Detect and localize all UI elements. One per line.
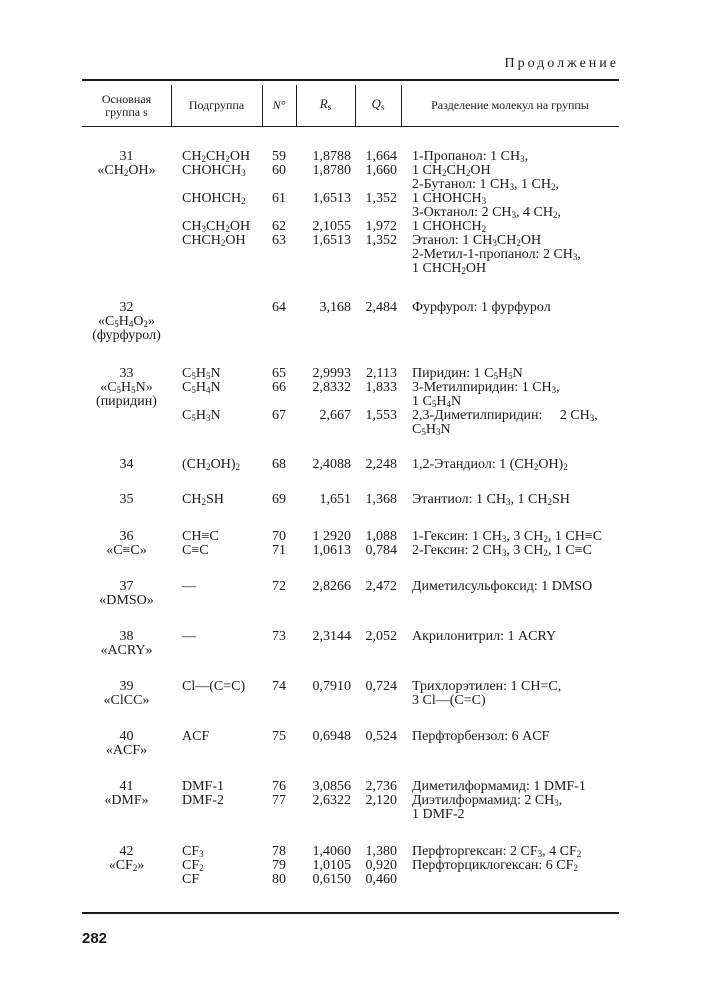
qs-cell: 2,484 <box>365 300 397 315</box>
rs-cell: 1,651 <box>319 492 351 507</box>
number-cell: 68 <box>272 457 286 472</box>
qs-cell: 0,724 <box>365 679 397 694</box>
main-group-cell: 38 «ACRY» <box>100 629 153 658</box>
number-cell: 72 <box>272 579 286 594</box>
rs-cell: 1 2920 1,0613 <box>312 529 351 558</box>
header-qs: $Q_s$ <box>371 96 385 112</box>
rs-cell: 1,8788 1,8780 1,6513 2,1055 1,6513 <box>312 149 351 248</box>
rs-cell: 0,6948 <box>312 729 351 744</box>
separation-cell: 1-Пропанол: 1 $CH_3$, 1 $CH_2CH_2OH$ 2-Бутанол: 1 $CH_3$, 1 $CH_2$, 1 $CHOHCH_3$ 3-Октанол: 2 $CH_3$, 4 $CH_2$, 1 $CHOHCH_2$ Этанол: 1 $CH_3CH_2OH$ 2-Метил-1-пропанол: 2 $CH_3$, 1 $CHCH_2OH$ <box>412 149 581 276</box>
number-cell: 69 <box>272 492 286 507</box>
rs-cell: 0,7910 <box>312 679 351 694</box>
number-cell: 76 77 <box>272 779 286 808</box>
subgroup-cell: Cl—(C=C) <box>182 679 246 694</box>
rs-cell: 2,3144 <box>312 629 351 644</box>
main-group-cell: 34 <box>119 457 134 472</box>
rs-cell: 2,8266 <box>312 579 351 594</box>
table-header <box>82 91 619 125</box>
page-number: 282 <box>82 930 108 947</box>
separation-cell: Акрилонитрил: 1 ACRY <box>412 629 557 644</box>
separation-cell: 1-Гексин: 1 $CH_3$, 3 $CH_2$, 1 CH≡C 2-Гексин: 2 $CH_3$, 3 $CH_2$, 1 C≡C <box>412 529 603 558</box>
subgroup-cell: $CF_3$ $CF_2$ CF <box>182 844 204 887</box>
qs-cell: 2,736 2,120 <box>365 779 397 808</box>
subgroup-cell: CH≡C C≡C <box>182 529 219 558</box>
subgroup-cell: DMF-1 DMF-2 <box>182 779 225 808</box>
header-subgroup: Подгруппа <box>188 98 245 112</box>
qs-cell: 1,664 1,660 1,352 1,972 1,352 <box>365 149 397 248</box>
qs-cell: 2,472 <box>365 579 397 594</box>
number-cell: 70 71 <box>272 529 286 558</box>
footer-rule <box>82 912 619 914</box>
rs-cell: 3,168 <box>319 300 351 315</box>
main-group-cell: 33 «$C_5H_5N$» (пиридин) <box>96 366 157 409</box>
number-cell: 59 60 61 62 63 <box>272 149 286 248</box>
separation-cell: Фурфурол: 1 фурфурол <box>412 300 551 315</box>
header-top-rule <box>82 79 619 81</box>
number-cell: 73 <box>272 629 286 644</box>
main-group-cell: 31 «$CH_2OH$» <box>97 149 156 178</box>
main-group-cell: 41 «DMF» <box>104 779 149 808</box>
separation-cell: 1,2-Этандиол: 1 $(CH_2OH)_2$ <box>412 457 568 472</box>
separation-cell: Диметилсульфоксид: 1 DMSO <box>412 579 593 594</box>
continuation-label: Продолжение <box>504 56 619 71</box>
qs-cell: 2,052 <box>365 629 397 644</box>
qs-cell: 2,248 <box>365 457 397 472</box>
subgroup-cell: — <box>182 629 196 644</box>
qs-cell: 0,524 <box>365 729 397 744</box>
qs-cell: 2,113 1,833 1,553 <box>365 366 397 423</box>
main-group-cell: 32 «$C_5H_4O_2$» (фурфурол) <box>92 300 161 343</box>
separation-cell: Диметилформамид: 1 DMF-1 Диэтилформамид: 2 $CH_3$, 1 DMF-2 <box>412 779 586 822</box>
rs-cell: 3,0856 2,6322 <box>312 779 351 808</box>
subgroup-cell: $CH_2SH$ <box>182 492 224 507</box>
main-group-cell: 40 «ACF» <box>105 729 148 758</box>
qs-cell: 1,380 0,920 0,460 <box>365 844 397 887</box>
separation-cell: Перфторгексан: 2 $CF_3$, 4 $CF_2$ Перфторциклогексан: 6 $CF_2$ <box>412 844 582 873</box>
rs-cell: 2,4088 <box>312 457 351 472</box>
main-group-cell: 35 <box>119 492 134 507</box>
header-separation: Разделение молекул на группы <box>431 98 589 112</box>
header-rs: $R_s$ <box>319 96 332 112</box>
number-cell: 75 <box>272 729 286 744</box>
header-bottom-rule <box>82 126 619 127</box>
main-group-cell: 37 «DMSO» <box>99 579 154 608</box>
subgroup-cell: $(CH_2OH)_2$ <box>182 457 241 472</box>
subgroup-cell: ACF <box>182 729 210 744</box>
main-group-cell: 39 «ClCC» <box>103 679 150 708</box>
main-group-cell: 42 «$CF_2$» <box>108 844 145 873</box>
separation-cell: Этантиол: 1 $CH_3$, 1 $CH_2SH$ <box>412 492 570 507</box>
qs-cell: 1,088 0,784 <box>365 529 397 558</box>
main-group-cell: 36 «C≡C» <box>106 529 147 558</box>
separation-cell: Пиридин: 1 $C_5H_5N$ 3-Метилпиридин: 1 $CH_3$, 1 $C_5H_4N$ 2,3-Диметилпиридин: 2 $CH_3$, $C_5H_3N$ <box>412 366 598 437</box>
subgroup-cell: — <box>182 579 196 594</box>
subgroup-cell: $C_5H_5N$ $C_5H_4N$ $C_5H_3N$ <box>182 366 221 423</box>
separation-cell: Трихлорэтилен: 1 CH=C, 3 Cl—(C=C) <box>412 679 562 708</box>
number-cell: 78 79 80 <box>272 844 286 887</box>
subgroup-cell: $CH_2CH_2OH$ $CHOHCH_3$ $CHOHCH_2$ $CH_3CH_2OH$ $CHCH_2OH$ <box>182 149 251 248</box>
number-cell: 64 <box>272 300 286 315</box>
header-main-group: Основная группа s <box>101 92 152 119</box>
header-number: N° <box>272 98 286 112</box>
separation-cell: Перфторбензол: 6 ACF <box>412 729 550 744</box>
number-cell: 74 <box>272 679 286 694</box>
rs-cell: 2,9993 2,8332 2,667 <box>312 366 351 423</box>
rs-cell: 1,4060 1,0105 0,6150 <box>312 844 351 887</box>
number-cell: 65 66 67 <box>272 366 286 423</box>
qs-cell: 1,368 <box>365 492 397 507</box>
